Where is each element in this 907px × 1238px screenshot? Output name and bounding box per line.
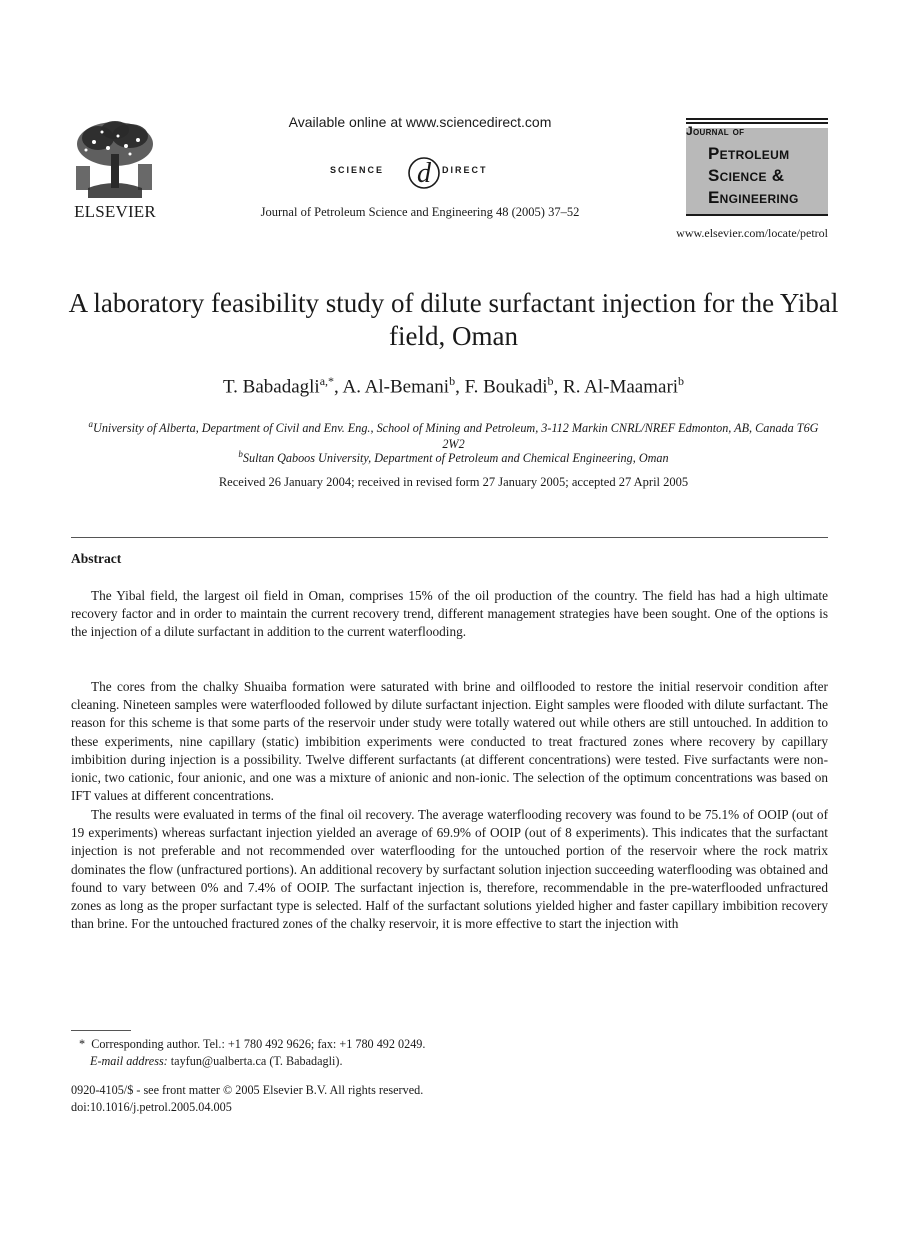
elsevier-logo (68, 118, 162, 220)
affiliation-mark: b (238, 449, 243, 459)
author-name[interactable]: R. Al-Maamari (563, 376, 679, 398)
footnote-divider (71, 1030, 131, 1031)
journal-logo (686, 118, 828, 216)
available-online-text: Available online at www.sciencedirect.com (288, 114, 552, 130)
author-affiliation-mark: b (449, 374, 456, 388)
abstract-paragraph: The cores from the chalky Shuaiba formation were saturated with brine and oilflooded to restore the initial reservoir condition after cleaning. Nineteen samples were waterflooded followed by dilute surfactant injection. Eight samples were flooded with dilute surfactant. The reason for this scheme is that some parts of the reservoir under study were totally watered out while others are still untouched. In addition to these experiments, nine capillary (static) imbibition experiments were conducted to treat fractured zones where recovery by capillary imbibition during injection is a possibility. Twelve different surfactants (at different concentrations) were tested. Five surfactants were non-ionic, two cationic, four anionic, and one was a mixture of anionic and non-ionic. The selection of the optimum concentrations was based on IFT values at different concentrations. (71, 679, 828, 804)
publisher-logo-word: ELSEVIER (74, 202, 156, 221)
email-link[interactable]: tayfun@ualberta.ca (T. Babadagli). (170, 1054, 343, 1068)
email-footnote (90, 1054, 343, 1069)
author-affiliation-mark: a,* (319, 374, 335, 388)
author-list: T. Babadagli$^{a,*}$, A. Al-Bemani$^b$, F. Boukadi$^b$, R. Al-Maamari$^b$ (222, 374, 685, 398)
affiliation-b (80, 449, 827, 466)
journal-logo-line-2: Petroleum (708, 144, 790, 163)
affiliation-a (80, 416, 827, 452)
divider (71, 537, 828, 538)
author-affiliation-mark: b (547, 374, 554, 388)
journal-logo-line-4: Engineering (708, 188, 799, 207)
abstract-paragraph: The results were evaluated in terms of the final oil recovery. The average waterflooding recovery was found to be 75.1% of OOIP (out of 19 experiments) whereas surfactant injection yielded an average of 69.9% of OOIP (out of 8 experiments). This indicates that the surfactant injection is not preferable and not recommended over waterflooding for the untouched portion of the reservoir where the rock matrix dominates the flow (unfractured portions). An additional recovery by surfactant solution injection succeeding waterflooding was obtained and found to vary between 0% and 7.4% of OOIP. The surfactant injection is, therefore, recommendable in the pre-waterflooded unfractured zones as long as the proper surfactant type is selected. Half of the surfactant solutions yielded higher and faster capillary imbibition recovery than brine. For the untouched fractured zones of the chalky reservoir, it is more effective to start the injection with (71, 807, 828, 932)
journal-reference: Journal of Petroleum Science and Engineering 48 (2005) 37–52 (260, 205, 580, 219)
journal-url-link[interactable]: www.elsevier.com/locate/petrol (676, 226, 828, 240)
author-name[interactable]: T. Babadagli (222, 376, 320, 398)
elsevier-tree-icon (68, 118, 162, 200)
affiliation-mark: a (88, 419, 94, 429)
sd-logo-right: DIRECT (442, 165, 488, 175)
sciencedirect-logo (330, 155, 520, 191)
sd-logo-mark: d (417, 158, 431, 189)
journal-logo-rule (686, 118, 828, 120)
doi-link[interactable]: doi:10.1016/j.petrol.2005.04.005 (71, 1100, 232, 1114)
journal-logo-line-3: Science & (708, 166, 785, 185)
journal-logo-rule (686, 214, 828, 216)
footnote-text: Corresponding author. Tel.: +1 780 492 9626; fax: +1 780 492 0249. (91, 1037, 426, 1051)
issn-line: 0920-4105/$ - see front matter © 2005 Elsevier B.V. All rights reserved. (71, 1083, 424, 1097)
journal-logo-line-1: Journal of (686, 124, 745, 138)
affiliation-text: Sultan Qaboos University, Department of Petroleum and Chemical Engineering, Oman (242, 451, 669, 466)
author-name[interactable]: A. Al-Bemani (342, 376, 450, 398)
affiliation-text: University of Alberta, Department of Civil and Env. Eng., School of Mining and Petroleum, 3-112 Markin CNRL/NREF Edmonton, AB, Canada T6G 2W2 (93, 421, 819, 452)
author-name[interactable]: F. Boukadi (464, 376, 548, 398)
abstract-paragraph: The Yibal field, the largest oil field in Oman, comprises 15% of the oil production of the country. The field has had a high ultimate recovery factor and in order to maintain the current recovery trend, different management strategies have been sought. One of the options is the injection of a dilute surfactant in addition to the current waterflooding. (71, 588, 828, 640)
author-affiliation-mark: b (678, 374, 685, 388)
sciencedirect-mark-icon (406, 155, 442, 191)
paper-title: A laboratory feasibility study of dilute surfactant injection for the Yibal field, Oman (68, 288, 839, 351)
corresponding-author-footnote (79, 1037, 425, 1052)
abstract-heading: Abstract (71, 551, 122, 566)
email-label: E-mail address: (90, 1054, 168, 1068)
sd-logo-left: SCIENCE (330, 165, 385, 175)
footnote-mark: * (79, 1037, 86, 1051)
received-dates: Received 26 January 2004; received in revised form 27 January 2005; accepted 27 April 2005 (218, 475, 689, 489)
